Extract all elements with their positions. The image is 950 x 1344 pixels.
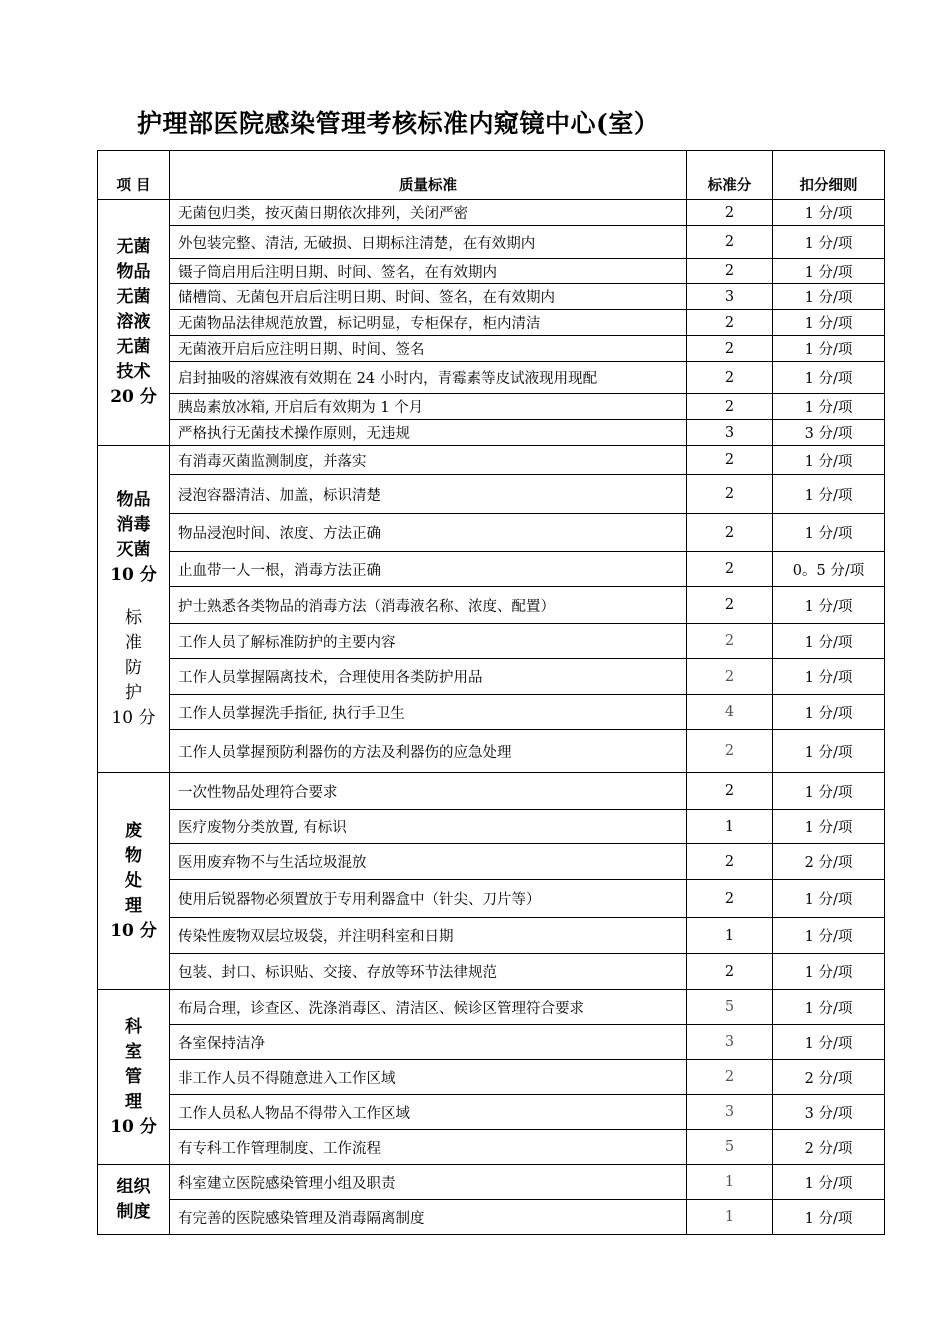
header-standard: 质量标准	[170, 151, 687, 200]
score-cell: 1	[687, 1200, 773, 1235]
deduction-cell: 1 分/项	[773, 310, 885, 336]
deduction-cell: 1 分/项	[773, 659, 885, 695]
score-cell: 2	[687, 954, 773, 990]
table-row	[98, 659, 885, 695]
table-row	[98, 587, 885, 624]
deduction-cell: 1 分/项	[773, 226, 885, 259]
standard-cell: 无菌物品法律规范放置，标记明显，专柜保存，柜内清洁	[170, 310, 687, 336]
standard-cell: 物品浸泡时间、浓度、方法正确	[170, 514, 687, 552]
standard-cell: 严格执行无菌技术操作原则，无违规	[170, 420, 687, 446]
score-cell: 2	[687, 200, 773, 226]
table-row	[98, 1200, 885, 1235]
table-row	[98, 810, 885, 844]
score-cell: 3	[687, 420, 773, 446]
table-row	[98, 1060, 885, 1095]
table-row	[98, 773, 885, 810]
table-row	[98, 1095, 885, 1130]
deduction-cell: 1 分/项	[773, 773, 885, 810]
standard-cell: 外包装完整、清洁, 无破损、日期标注清楚，在有效期内	[170, 226, 687, 259]
standard-cell: 科室建立医院感染管理小组及职责	[170, 1165, 687, 1200]
standard-cell: 各室保持洁净	[170, 1025, 687, 1060]
table-row	[98, 1165, 885, 1200]
table-row	[98, 1025, 885, 1060]
score-cell: 2	[687, 310, 773, 336]
section-label-disinfection: 物品 消毒 灭菌 10 分 标 准 防 护 10 分	[98, 446, 170, 773]
deduction-cell: 1 分/项	[773, 918, 885, 954]
standard-cell: 医疗废物分类放置, 有标识	[170, 810, 687, 844]
score-cell: 2	[687, 624, 773, 659]
deduction-cell: 1 分/项	[773, 695, 885, 730]
score-cell: 3	[687, 1095, 773, 1130]
header-row	[98, 151, 885, 200]
table-row	[98, 880, 885, 918]
standard-cell: 无菌液开启后应注明日期、时间、签名	[170, 336, 687, 362]
score-cell: 4	[687, 695, 773, 730]
score-cell: 2	[687, 475, 773, 514]
deduction-cell: 1 分/项	[773, 336, 885, 362]
deduction-cell: 1 分/项	[773, 587, 885, 624]
deduction-cell: 1 分/项	[773, 394, 885, 420]
section-label-sterile: 无菌 物品 无菌 溶液 无菌 技术 20 分	[98, 200, 170, 446]
deduction-cell: 1 分/项	[773, 362, 885, 394]
table-row	[98, 514, 885, 552]
standard-cell: 有消毒灭菌监测制度，并落实	[170, 446, 687, 475]
table-row	[98, 284, 885, 310]
standard-cell: 有专科工作管理制度、工作流程	[170, 1130, 687, 1165]
table-row	[98, 695, 885, 730]
deduction-cell: 0。5 分/项	[773, 552, 885, 587]
score-cell: 1	[687, 810, 773, 844]
table-row	[98, 1130, 885, 1165]
score-cell: 2	[687, 394, 773, 420]
deduction-cell: 1 分/项	[773, 1200, 885, 1235]
table-row	[98, 954, 885, 990]
score-cell: 2	[687, 336, 773, 362]
standard-cell: 工作人员掌握预防利器伤的方法及利器伤的应急处理	[170, 730, 687, 773]
standard-cell: 包装、封口、标识贴、交接、存放等环节法律规范	[170, 954, 687, 990]
standard-cell: 镊子筒启用后注明日期、时间、签名，在有效期内	[170, 259, 687, 284]
standard-cell: 护士熟悉各类物品的消毒方法（消毒液名称、浓度、配置）	[170, 587, 687, 624]
score-cell: 2	[687, 259, 773, 284]
header-project: 项 目	[98, 151, 170, 200]
table-row	[98, 310, 885, 336]
deduction-cell: 1 分/项	[773, 1165, 885, 1200]
deduction-cell: 1 分/项	[773, 810, 885, 844]
table-row	[98, 394, 885, 420]
standard-cell: 浸泡容器清洁、加盖，标识清楚	[170, 475, 687, 514]
table-row	[98, 475, 885, 514]
score-cell: 2	[687, 844, 773, 880]
deduction-cell: 1 分/项	[773, 730, 885, 773]
table-row	[98, 730, 885, 773]
score-cell: 2	[687, 446, 773, 475]
header-score: 标准分	[687, 151, 773, 200]
score-cell: 2	[687, 1060, 773, 1095]
table-row	[98, 446, 885, 475]
deduction-cell: 3 分/项	[773, 1095, 885, 1130]
deduction-cell: 2 分/项	[773, 1060, 885, 1095]
score-cell: 2	[687, 514, 773, 552]
score-cell: 5	[687, 1130, 773, 1165]
deduction-cell: 1 分/项	[773, 1025, 885, 1060]
table-row	[98, 420, 885, 446]
section-label-organization: 组织 制度	[98, 1165, 170, 1235]
deduction-cell: 2 分/项	[773, 1130, 885, 1165]
table-row	[98, 990, 885, 1025]
table-row	[98, 336, 885, 362]
deduction-cell: 1 分/项	[773, 954, 885, 990]
deduction-cell: 1 分/项	[773, 514, 885, 552]
score-cell: 2	[687, 773, 773, 810]
table-row	[98, 200, 885, 226]
deduction-cell: 1 分/项	[773, 990, 885, 1025]
standard-cell: 启封抽吸的溶媒液有效期在 24 小时内，青霉素等皮试液现用现配	[170, 362, 687, 394]
section-label-waste: 废 物 处 理 10 分	[98, 773, 170, 990]
score-cell: 1	[687, 1165, 773, 1200]
score-cell: 2	[687, 659, 773, 695]
page-title: 护理部医院感染管理考核标准内窥镜中心(室）	[137, 109, 660, 138]
standard-cell: 胰岛素放冰箱, 开启后有效期为 1 个月	[170, 394, 687, 420]
standard-cell: 工作人员了解标准防护的主要内容	[170, 624, 687, 659]
standard-cell: 布局合理，诊查区、洗涤消毒区、清洁区、候诊区管理符合要求	[170, 990, 687, 1025]
standard-cell: 传染性废物双层垃圾袋，并注明科室和日期	[170, 918, 687, 954]
standard-cell: 有完善的医院感染管理及消毒隔离制度	[170, 1200, 687, 1235]
header-deduction: 扣分细则	[773, 151, 885, 200]
table-row	[98, 226, 885, 259]
deduction-cell: 2 分/项	[773, 844, 885, 880]
table-row	[98, 844, 885, 880]
standard-cell: 储槽筒、无菌包开启后注明日期、时间、签名，在有效期内	[170, 284, 687, 310]
standard-cell: 使用后锐器物必须置放于专用利器盒中（针尖、刀片等）	[170, 880, 687, 918]
score-cell: 1	[687, 918, 773, 954]
deduction-cell: 1 分/项	[773, 475, 885, 514]
score-cell: 5	[687, 990, 773, 1025]
standard-cell: 工作人员掌握洗手指征, 执行手卫生	[170, 695, 687, 730]
score-cell: 3	[687, 1025, 773, 1060]
table-row	[98, 259, 885, 284]
score-cell: 2	[687, 362, 773, 394]
deduction-cell: 1 分/项	[773, 880, 885, 918]
score-cell: 3	[687, 284, 773, 310]
deduction-cell: 1 分/项	[773, 624, 885, 659]
standard-cell: 工作人员掌握隔离技术，合理使用各类防护用品	[170, 659, 687, 695]
table-row	[98, 552, 885, 587]
score-cell: 2	[687, 226, 773, 259]
score-cell: 2	[687, 730, 773, 773]
score-cell: 2	[687, 880, 773, 918]
deduction-cell: 1 分/项	[773, 284, 885, 310]
standard-cell: 无菌包归类，按灭菌日期依次排列，关闭严密	[170, 200, 687, 226]
standard-cell: 医用废弃物不与生活垃圾混放	[170, 844, 687, 880]
deduction-cell: 1 分/项	[773, 200, 885, 226]
deduction-cell: 1 分/项	[773, 446, 885, 475]
score-cell: 2	[687, 552, 773, 587]
score-cell: 2	[687, 587, 773, 624]
standard-cell: 工作人员私人物品不得带入工作区域	[170, 1095, 687, 1130]
table-row	[98, 362, 885, 394]
standard-cell: 一次性物品处理符合要求	[170, 773, 687, 810]
standard-cell: 止血带一人一根，消毒方法正确	[170, 552, 687, 587]
table-row	[98, 624, 885, 659]
section-label-department: 科 室 管 理 10 分	[98, 990, 170, 1165]
assessment-table	[97, 150, 885, 1235]
standard-cell: 非工作人员不得随意进入工作区域	[170, 1060, 687, 1095]
table-row	[98, 918, 885, 954]
deduction-cell: 3 分/项	[773, 420, 885, 446]
deduction-cell: 1 分/项	[773, 259, 885, 284]
